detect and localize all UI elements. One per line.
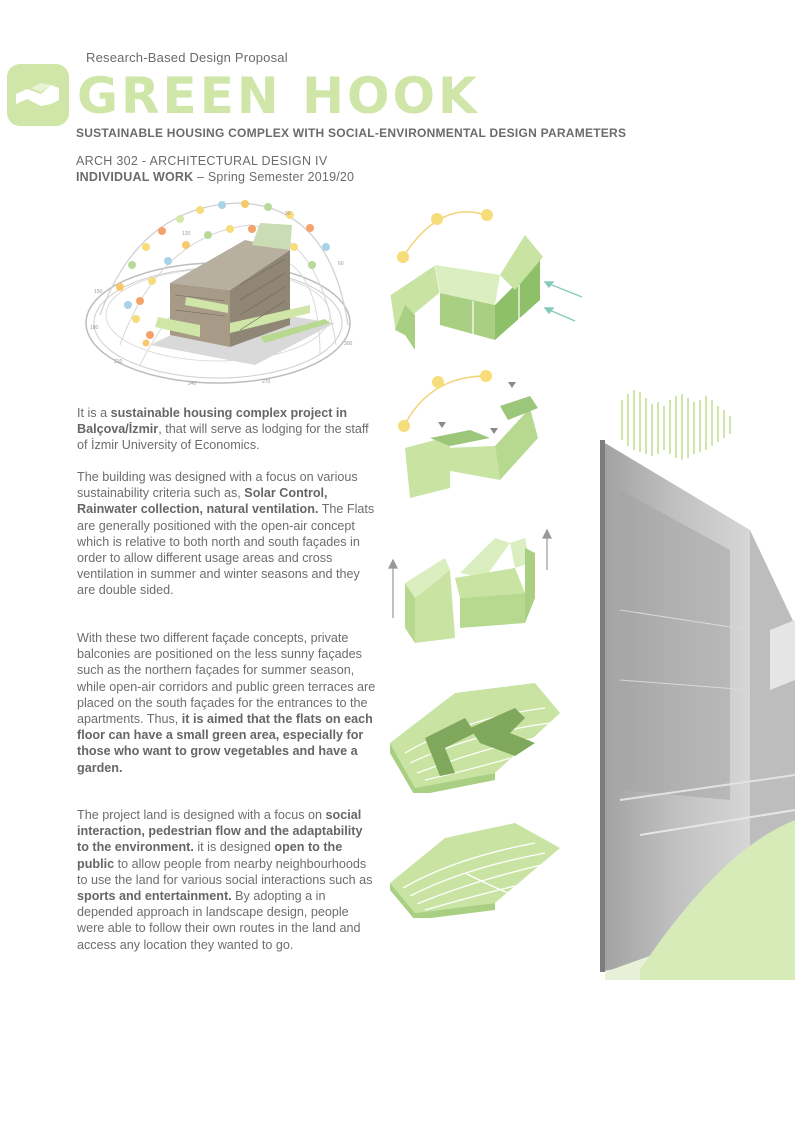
sun-icon [432, 376, 444, 388]
rainwater-diagram [390, 368, 550, 508]
body-text: it is designed [193, 840, 275, 855]
rain-marker-icon [508, 382, 516, 388]
building-3d-model [150, 223, 335, 365]
landscape-contour-diagram [385, 818, 565, 918]
sun-path-tick-label: 240 [188, 381, 197, 387]
sun-path-tick-label: 150 [94, 289, 103, 295]
course-line: ARCH 302 - ARCHITECTURAL DESIGN IV [76, 154, 328, 168]
sun-path-tick-label: 270 [262, 379, 271, 385]
sun-path-tick-label: 180 [90, 325, 99, 331]
landscape-footprint-diagram [385, 678, 565, 793]
emphasis-text: open to the public [77, 840, 343, 871]
wind-arrow-icon [545, 282, 582, 321]
body-text: to allow people from nearby neighbourhoods to use the land for various social interactions such as [77, 856, 373, 887]
semester-text: – Spring Semester 2019/20 [193, 170, 355, 184]
emphasis-text: social interaction, pedestrian flow and the adaptability to the environment. [77, 808, 363, 855]
paragraph-intro [77, 405, 377, 454]
body-text: By adopting a in depended approach in landscape design, people were able to follow their own routes in the land and access any location they wanted to go. [77, 889, 361, 952]
kicker-text: Research-Based Design Proposal [86, 50, 288, 65]
sun-icon [397, 251, 409, 263]
emphasis-text: sports and entertainment. [77, 889, 232, 904]
page-subtitle: SUSTAINABLE HOUSING COMPLEX WITH SOCIAL-ENVIRONMENTAL DESIGN PARAMETERS [76, 126, 627, 140]
emphasis-text: it is aimed that the flats on each floor can have a small green area, especially for those who want to grow vegetables and have a garden. [77, 712, 373, 775]
body-text: With these two different façade concepts, private balconies are positioned on the less sunny façades such as the northern façades for summer season, while open-air corridors and public green terraces are placed on the south façades for the entrances to the apartments. Thus, [77, 631, 376, 727]
page-title: GREEN HOOK [77, 67, 480, 125]
tree-silhouette [622, 390, 730, 460]
body-text: , that will serve as lodging for the staff of İzmir University of Economics. [77, 422, 369, 453]
body-text: The building was designed with a focus on various sustainability criteria such as, [77, 470, 358, 501]
paragraph-facade [77, 630, 377, 776]
rain-marker-icon [438, 422, 446, 428]
perspective-render [580, 380, 795, 980]
sun-path-tick-label: 210 [114, 359, 123, 365]
paragraph-sustainability [77, 469, 377, 599]
emphasis-text: sustainable housing complex project in Balçova/İzmir [77, 406, 348, 437]
sun-path-tick-label: 120 [182, 231, 191, 237]
body-text: It is a [77, 406, 111, 420]
emphasis-text: Solar Control, Rainwater collection, natural ventilation. [77, 486, 328, 517]
rain-marker-icon [490, 428, 498, 434]
building-logo-icon [7, 64, 69, 126]
sun-icon [481, 209, 493, 221]
sun-path-tick-label: 300 [344, 341, 353, 347]
sun-icon [480, 370, 492, 382]
sun-path-diagram [80, 195, 380, 395]
sun-icon [398, 420, 410, 432]
sun-path-tick-label: 60 [338, 261, 344, 267]
sun-icon [431, 213, 443, 225]
solar-wind-diagram [385, 205, 595, 355]
paragraph-landscape [77, 807, 377, 953]
sun-path-tick-label: 90 [285, 211, 291, 217]
body-text: The project land is designed with a focus on [77, 808, 326, 822]
body-text: The Flats are generally positioned with the open-air concept which is relative to both north and south façades in order to allow different usage areas and cross ventilation in summer and winter seasons and they are double sided. [77, 502, 375, 598]
work-line [76, 170, 354, 184]
ventilation-diagram [385, 528, 565, 648]
work-label: INDIVIDUAL WORK [76, 170, 194, 184]
